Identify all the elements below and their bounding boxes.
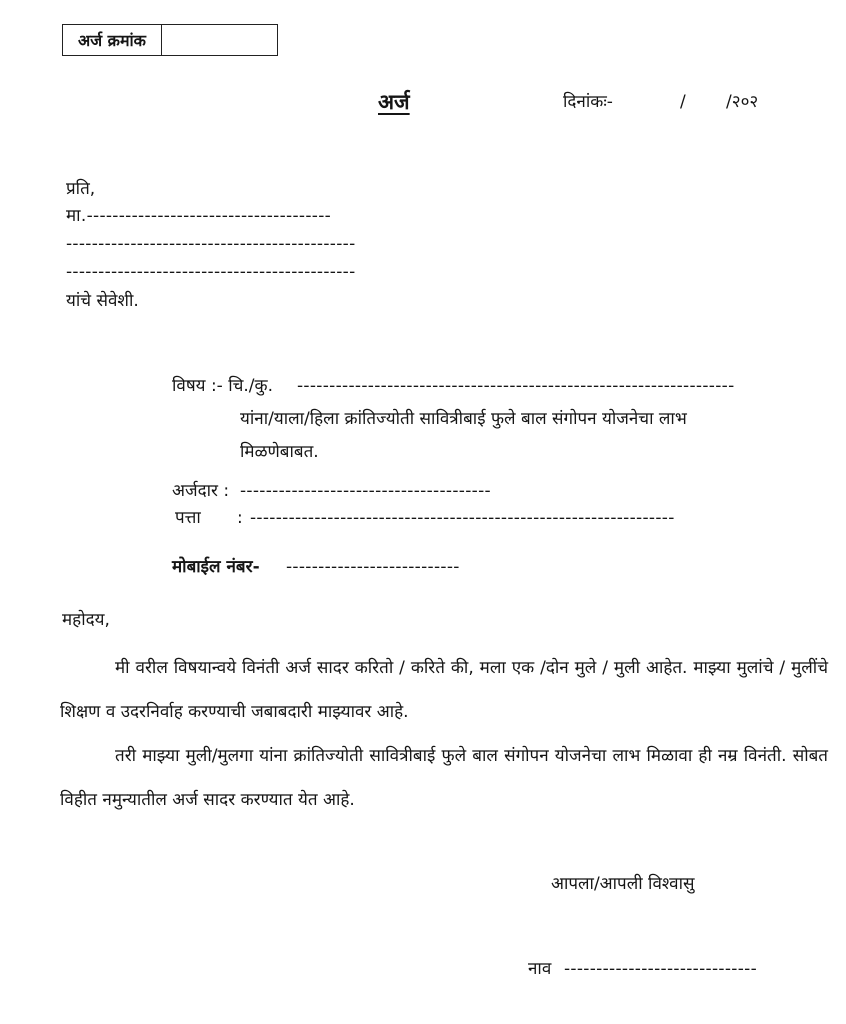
- recipient-line-3: ---------------------------------------------: [66, 262, 356, 282]
- signature-name-dashes: ------------------------------: [564, 959, 758, 979]
- application-number-value: [162, 25, 277, 55]
- recipient-line-2: ---------------------------------------------: [66, 234, 356, 254]
- subject-line-2: यांना/याला/हिला क्रांतिज्योती सावित्रीबाई फुले बाल संगोपन योजनेचा लाभ: [240, 409, 687, 429]
- date-label: दिनांकः-: [563, 92, 613, 112]
- body-paragraph-2: [60, 734, 828, 822]
- mobile-label: मोबाईल नंबर-: [172, 557, 260, 577]
- applicant-address-label: पत्ता: [175, 508, 201, 528]
- body-paragraph-1-text: मी वरील विषयान्वये विनंती अर्ज सादर करितो / करिते की, मला एक /दोन मुले / मुली आहेत. माझ्या मुलांचे / मुलींचे शिक्षण व उदरनिर्वाह करण्याची जबाबदारी माझ्यावर आहे.: [60, 658, 828, 722]
- mobile-dashes: ---------------------------: [286, 557, 460, 577]
- applicant-name-label: अर्जदार :: [172, 481, 230, 501]
- recipient-to: प्रति,: [66, 179, 96, 199]
- application-number-box: [62, 24, 278, 56]
- page-title: अर्ज: [378, 90, 410, 114]
- body-paragraph-1: [60, 646, 828, 734]
- date-year: /२०२: [726, 92, 759, 112]
- recipient-line-1: मा.--------------------------------------: [66, 206, 332, 226]
- salutation: महोदय,: [62, 610, 110, 630]
- subject-label: विषय :- चि./कु.: [172, 376, 273, 396]
- application-number-label: अर्ज क्रमांक: [63, 25, 162, 55]
- subject-line-3: मिळणेबाबत.: [240, 442, 319, 462]
- recipient-closing: यांचे सेवेशी.: [66, 291, 139, 311]
- date-separator-1: /: [680, 92, 686, 112]
- applicant-address-sep: :: [237, 508, 243, 528]
- body-paragraph-2-text: तरी माझ्या मुली/मुलगा यांना क्रांतिज्योती सावित्रीबाई फुले बाल संगोपन योजनेचा लाभ मिळावा ही नम्र विनंती. सोबत विहीत नमुन्यातील अर्ज सादर करण्यात येत आहे.: [60, 746, 828, 810]
- signature-name-label: नाव: [528, 959, 552, 979]
- signature-closing: आपला/आपली विश्वासु: [551, 874, 695, 894]
- applicant-name-dashes: ---------------------------------------: [240, 481, 491, 501]
- applicant-address-dashes: ------------------------------------------------------------------: [250, 508, 675, 528]
- subject-dashes: --------------------------------------------------------------------: [297, 376, 735, 396]
